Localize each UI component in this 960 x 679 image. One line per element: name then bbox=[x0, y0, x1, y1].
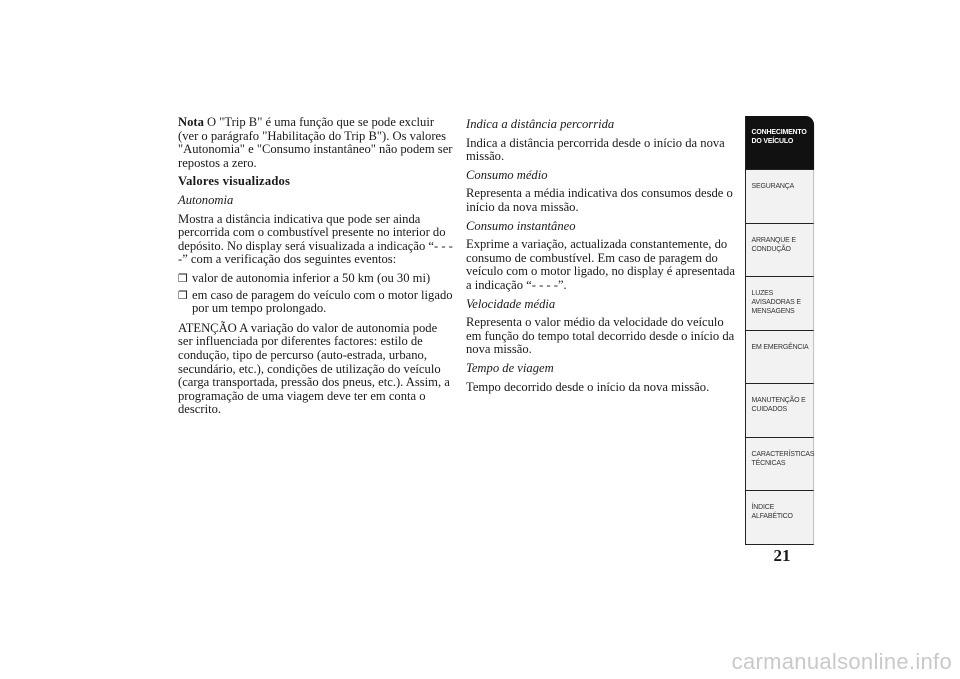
right-column bbox=[466, 116, 742, 399]
tab-em-emergencia[interactable]: EM EMERGÊNCIA bbox=[746, 331, 814, 385]
avg-consumption-text: Representa a média indicativa dos consumos desde o início da nova missão. bbox=[466, 186, 733, 214]
list-item bbox=[178, 289, 453, 316]
section-heading: Valores visualizados bbox=[178, 174, 291, 189]
instant-consumption-title: Consumo instantâneo bbox=[466, 218, 576, 233]
avg-speed-title: Velocidade média bbox=[466, 296, 556, 311]
bullet-text: em caso de paragem do veículo com o motor ligado por um tempo prolongado. bbox=[192, 287, 453, 316]
page-number: 21 bbox=[773, 546, 791, 565]
tab-conhecimento-do-veiculo[interactable]: CONHECIMENTO DO VEÍCULO bbox=[746, 116, 814, 170]
bullet-text: valor de autonomia inferior a 50 km (ou 30 mi) bbox=[192, 270, 431, 285]
avg-speed-text: Representa o valor médio da velocidade do veículo em função do tempo total decorrido desde o início da nova missão. bbox=[466, 315, 735, 357]
checkbox-bullet-icon: ❒ bbox=[178, 271, 188, 285]
list-item bbox=[178, 272, 453, 286]
distance-text: Indica a distância percorrida desde o início da nova missão. bbox=[466, 135, 725, 164]
tab-seguranca[interactable]: SEGURANÇA bbox=[746, 170, 814, 224]
bullet-list bbox=[178, 272, 453, 316]
watermark: carmanualsonline.info bbox=[731, 649, 952, 674]
instant-consumption-text: Exprime a variação, actualizada constantemente, do consumo de combustível. Em caso de paragem do veículo com o motor ligado, no display é apresentada a indicação “- - - -”. bbox=[466, 237, 735, 292]
travel-time-text: Tempo decorrido desde o início da nova missão. bbox=[466, 379, 710, 394]
tab-caracteristicas-tecnicas[interactable]: CARACTERÍSTICAS TÉCNICAS bbox=[746, 438, 814, 492]
travel-time-title: Tempo de viagem bbox=[466, 360, 554, 375]
tab-arranque-e-conducao[interactable]: ARRANQUE E CONDUÇÃO bbox=[746, 224, 814, 278]
distance-title: Indica a distância percorrida bbox=[466, 117, 615, 131]
autonomia-text: Mostra a distância indicativa que pode ser ainda percorrida com o combustível presente no interior do depósito. No display será visualizada a indicação “- - - -” com a verificação dos seguintes eventos: bbox=[178, 211, 453, 267]
checkbox-bullet-icon: ❒ bbox=[178, 288, 188, 302]
left-column bbox=[178, 116, 453, 422]
attention-text: ATENÇÃO A variação do valor de autonomia pode ser influenciada por diferentes factores: estilo de condução, tipo de percurso (auto-estrada, urbano, secundário, etc.), condições de utilização do veículo (carga transportada, pressão dos pneus, etc.). Assim, a programação de uma viagem deve ter em conta o descrito. bbox=[178, 320, 450, 417]
autonomia-title: Autonomia bbox=[178, 192, 234, 207]
note-label: Nota bbox=[178, 115, 204, 129]
note-paragraph bbox=[178, 116, 453, 170]
tab-indice-alfabetico[interactable]: ÍNDICE ALFABÉTICO bbox=[746, 491, 814, 545]
tab-luzes-avisadoras[interactable]: LUZES AVISADORAS E MENSAGENS bbox=[746, 277, 814, 331]
tab-manutencao-e-cuidados[interactable]: MANUTENÇÃO E CUIDADOS bbox=[746, 384, 814, 438]
chapter-tabs bbox=[745, 116, 820, 545]
avg-consumption-title: Consumo médio bbox=[466, 167, 548, 182]
note-text: O "Trip B" é uma função que se pode excluir (ver o parágrafo "Habilitação do Trip B"). Os valores "Autonomia" e "Consumo instantâneo" não podem ser repostos a zero. bbox=[178, 115, 453, 170]
